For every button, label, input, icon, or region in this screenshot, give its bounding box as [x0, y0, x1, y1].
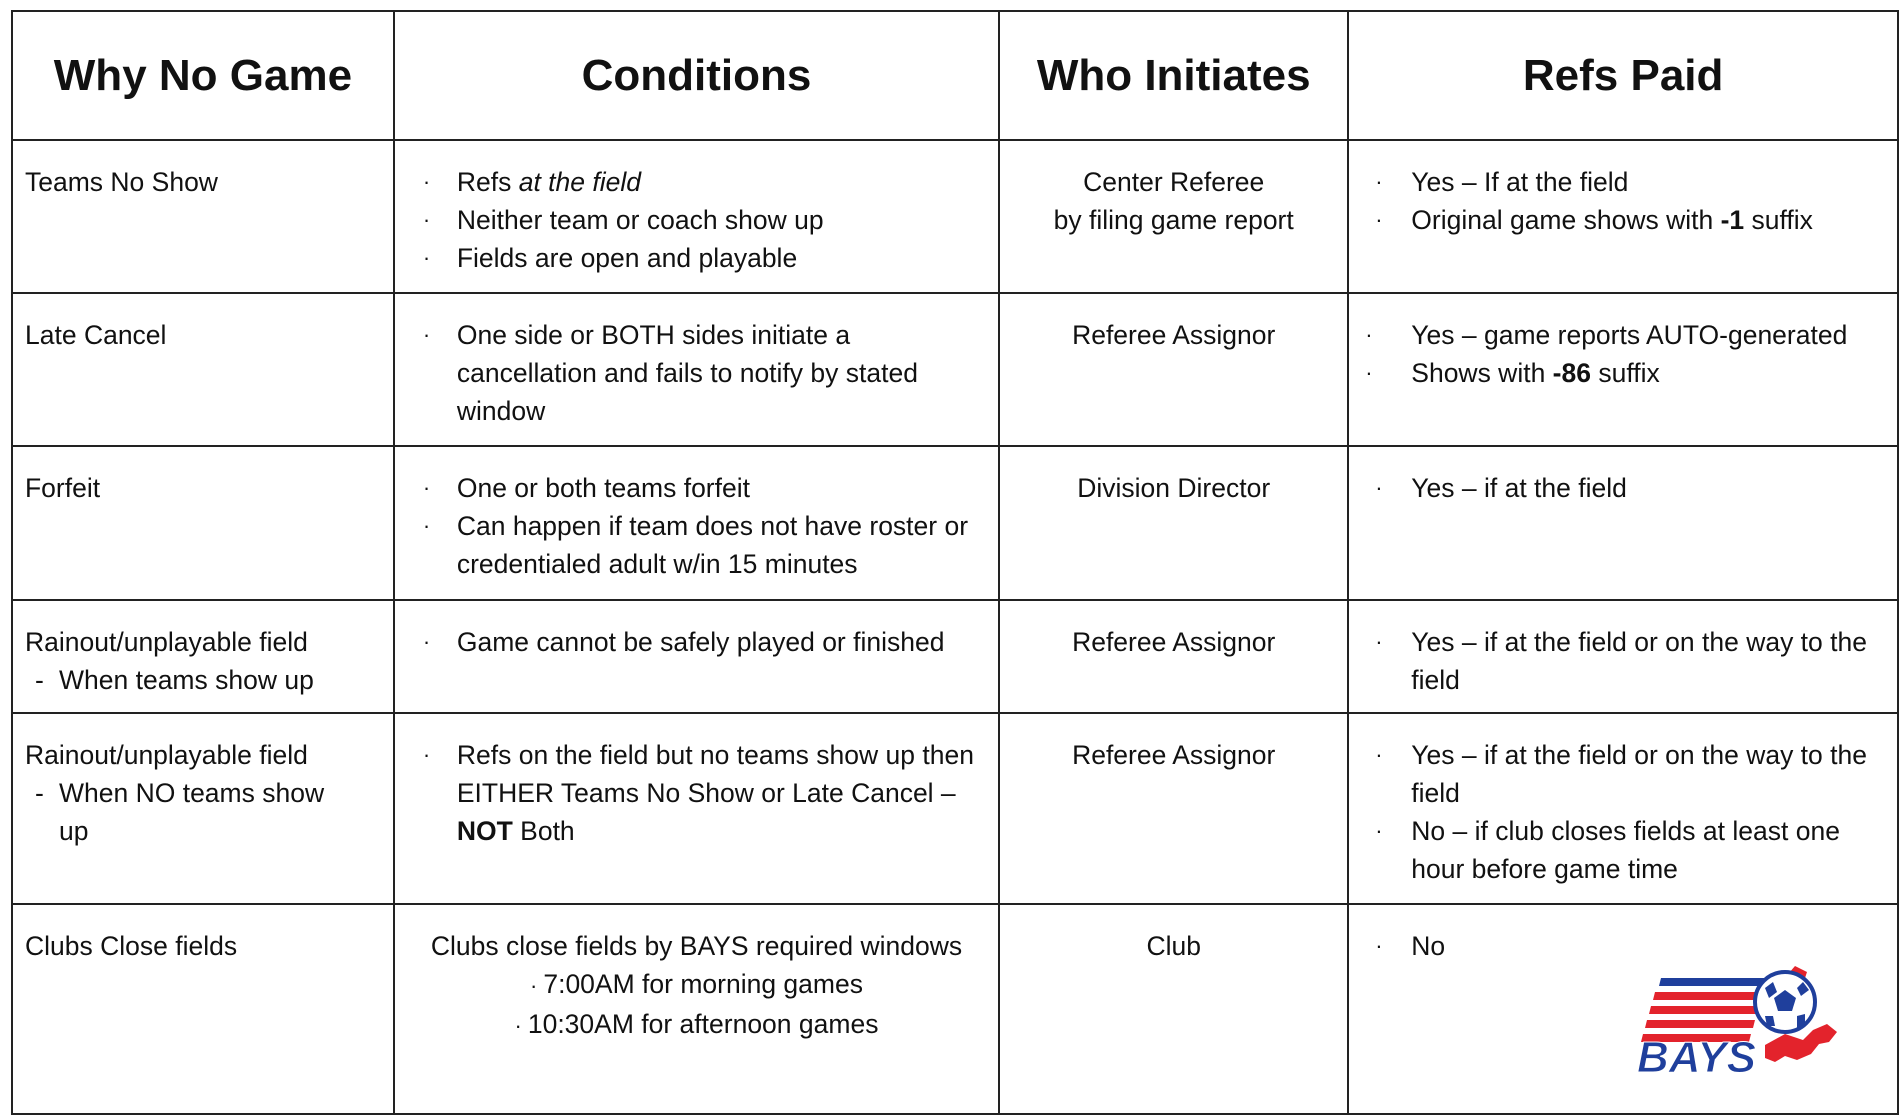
soccer-ball-icon: [1755, 972, 1815, 1032]
bullet-icon: ·: [422, 629, 431, 654]
why-text: Teams No Show: [25, 167, 218, 197]
bullet-icon: ·: [422, 322, 431, 347]
condition-item: [407, 736, 986, 850]
paid-text: Yes – if at the field or on the way to the field: [1411, 627, 1867, 695]
condition-item: [407, 469, 986, 507]
paid-item: [1361, 201, 1897, 239]
conditions-cell: [394, 446, 999, 600]
bullet-icon: ·: [1365, 322, 1373, 347]
dash-marker: -: [35, 778, 44, 808]
paid-item: [1361, 163, 1897, 201]
condition-item: [407, 201, 986, 239]
condition-text: One side or BOTH sides initiate a cancellation and fails to notify by stated window: [456, 320, 918, 426]
paid-cell: [1348, 713, 1898, 904]
bullet-icon: ·: [422, 513, 431, 538]
why-cell: [12, 600, 394, 713]
condition-item: [407, 1005, 986, 1045]
paid-text: Yes – if at the field or on the way to the field: [1411, 740, 1867, 808]
condition-item: [407, 507, 986, 583]
bullet-icon: ·: [1375, 629, 1383, 654]
bullet-icon: ·: [1375, 207, 1383, 232]
bullet-icon: ·: [1375, 818, 1383, 843]
why-subtext: When teams show up: [59, 665, 314, 695]
why-subtext-cont: up: [59, 816, 89, 846]
condition-item: [407, 239, 986, 277]
bullet-icon: ·: [1375, 475, 1383, 500]
header-refs-paid: Refs Paid: [1348, 11, 1898, 140]
suffix-code: -86: [1552, 358, 1591, 388]
paid-text: suffix: [1744, 205, 1813, 235]
bullet-icon: ·: [530, 973, 538, 998]
bullet-icon: ·: [422, 169, 431, 194]
paid-cell: [1348, 293, 1898, 446]
paid-text: No – if club closes fields at least one hour before game time: [1411, 816, 1840, 884]
why-subitem: [25, 661, 383, 699]
who-cell: [999, 293, 1348, 446]
condition-text: Fields are open and playable: [456, 243, 798, 273]
why-text: Clubs Close fields: [25, 931, 238, 961]
bullet-icon: ·: [514, 1013, 522, 1038]
header-why-no-game: Why No Game: [12, 11, 394, 140]
header-conditions: Conditions: [394, 11, 999, 140]
paid-text: Yes – if at the field: [1411, 473, 1627, 503]
paid-item: [1361, 736, 1897, 812]
condition-text: Clubs close fields by BAYS required windows: [430, 931, 963, 961]
header-row: [12, 11, 1898, 140]
condition-text: Both: [512, 816, 575, 846]
bullet-icon: ·: [422, 742, 431, 767]
who-line: Club: [1146, 931, 1201, 961]
condition-item: [407, 965, 986, 1005]
paid-text: No: [1411, 931, 1446, 961]
paid-item: [1361, 354, 1897, 392]
who-line: Referee Assignor: [1072, 740, 1276, 770]
who-line: Division Director: [1077, 473, 1271, 503]
why-text: Rainout/unplayable field: [25, 740, 308, 770]
paid-text: Shows with: [1411, 358, 1553, 388]
why-cell: [12, 140, 394, 293]
table-row: [12, 140, 1898, 293]
condition-emphasis: NOT: [456, 816, 513, 846]
bullet-icon: ·: [1375, 169, 1383, 194]
who-cell: [999, 600, 1348, 713]
conditions-cell: [394, 600, 999, 713]
paid-text: Original game shows with: [1411, 205, 1721, 235]
paid-item: [1361, 812, 1897, 888]
condition-text: Game cannot be safely played or finished: [456, 627, 945, 657]
why-text: Late Cancel: [25, 320, 167, 350]
table-row: [12, 293, 1898, 446]
condition-text: One or both teams forfeit: [456, 473, 750, 503]
table-row: [12, 713, 1898, 904]
paid-cell: [1348, 600, 1898, 713]
condition-item: [407, 623, 986, 661]
who-cell: [999, 140, 1348, 293]
condition-item: [407, 316, 986, 430]
paid-text: Yes – If at the field: [1411, 167, 1629, 197]
who-cell: [999, 446, 1348, 600]
why-cell: [12, 713, 394, 904]
paid-item: [1361, 469, 1897, 507]
who-cell: [999, 904, 1348, 1114]
header-who-initiates: Who Initiates: [999, 11, 1348, 140]
conditions-cell: [394, 904, 999, 1114]
bullet-icon: ·: [422, 245, 431, 270]
who-line: by filing game report: [1053, 205, 1294, 235]
why-cell: [12, 293, 394, 446]
paid-cell: [1348, 446, 1898, 600]
paid-cell: [1348, 140, 1898, 293]
table-row: [12, 446, 1898, 600]
condition-text: Refs: [456, 167, 519, 197]
conditions-cell: [394, 140, 999, 293]
bays-wordmark: BAYS: [1637, 1033, 1756, 1080]
table-row: [12, 600, 1898, 713]
condition-text: 7:00AM for morning games: [543, 969, 863, 999]
why-cell: [12, 446, 394, 600]
condition-text: Can happen if team does not have roster or credentialed adult w/in 15 minutes: [456, 511, 969, 579]
why-text: Forfeit: [25, 473, 101, 503]
condition-text: 10:30AM for afternoon games: [527, 1009, 879, 1039]
bullet-icon: ·: [422, 207, 431, 232]
dash-marker: -: [35, 665, 44, 695]
condition-emphasis: at the field: [518, 167, 641, 197]
paid-item: [1361, 623, 1897, 699]
who-line: Referee Assignor: [1072, 627, 1276, 657]
paid-text: Yes – game reports AUTO-generated: [1411, 320, 1848, 350]
bullet-icon: ·: [422, 475, 431, 500]
why-text: Rainout/unplayable field: [25, 627, 308, 657]
conditions-cell: [394, 713, 999, 904]
condition-text: Neither team or coach show up: [456, 205, 824, 235]
who-line: Center Referee: [1083, 167, 1265, 197]
why-subtext: When NO teams show: [59, 778, 325, 808]
paid-item: [1361, 316, 1897, 354]
bays-logo: [1615, 950, 1855, 1080]
bullet-icon: ·: [1365, 360, 1373, 385]
why-subitem: [25, 774, 383, 812]
suffix-code: -1: [1720, 205, 1745, 235]
paid-text: suffix: [1590, 358, 1660, 388]
condition-item: [407, 163, 986, 201]
bullet-icon: ·: [1375, 933, 1383, 958]
condition-text: Refs on the field but no teams show up then EITHER Teams No Show or Late Cancel –: [456, 740, 974, 808]
who-line: Referee Assignor: [1072, 320, 1276, 350]
conditions-cell: [394, 293, 999, 446]
bullet-icon: ·: [1375, 742, 1383, 767]
who-cell: [999, 713, 1348, 904]
why-cell: [12, 904, 394, 1114]
